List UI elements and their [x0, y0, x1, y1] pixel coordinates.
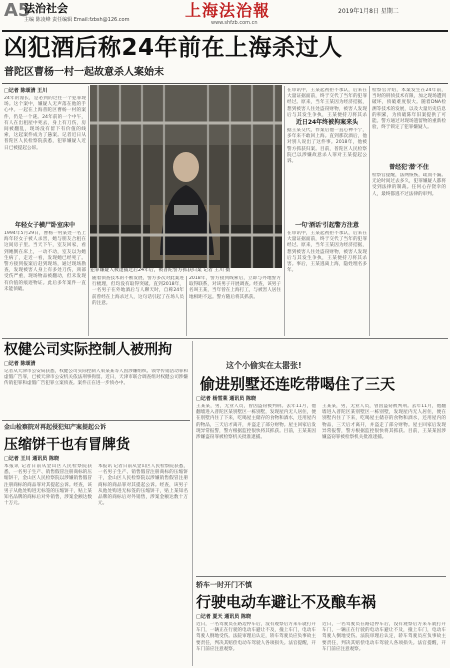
biscuit-headline[interactable]: 压缩饼干也有冒牌货: [4, 437, 130, 453]
quanjian-text: 记者从天津市公安局获悉，权健公司实际控制人束某某等人因涉嫌组织、领导传销活动罪和虚假广告罪，已被天津市公安机关依法刑事拘留。近日，天津市联合调查组对权健公司涉嫌传销犯罪和虚假广告犯罪立案侦查。案件正在进一步侦办中。: [4, 369, 188, 387]
column-divider: [88, 86, 89, 336]
masthead-rule: [2, 30, 448, 32]
page-number: A5: [4, 0, 31, 21]
lead-col3-subheading-2: 一句'酒话'引起警方注意: [295, 222, 359, 229]
biscuit-text-1: 本报讯 记者日前从金山区人民检察院获悉，一名男子生产、销售假冒注册商标的压缩饼干，金山区人民检察院以涉嫌销售假冒注册商标的商品罪对其提起公诉。经查，该男子从他处购进无标签的压缩饼干，贴上某知名品牌的商标后对外销售，涉案金额达数十万元。: [4, 464, 92, 507]
lead-col1-text-2: 1994年5月29日，曹杨一村某处一名上海年轻女子被人杀害，她与朋友合租在这间房子里。当天下午，室友回家，看到她倒在床上，一动不动，室友以为她生病了，走近一看，发现她已经死了。警方接到报案后赶到现场，通过现场勘查，发现被害人身上有多处刀伤，颈部受伤严重，现场物品被翻动，但未发现有价值的痕迹物证。此后多年案件一直未能侦破。: [4, 231, 86, 292]
story-rule: [196, 576, 446, 577]
lead-col1-subheading: 年轻女子横尸卧室床中: [14, 222, 75, 229]
lead-col4-subheading: 曾经犯'潜'不住: [389, 164, 429, 171]
newspaper-url[interactable]: www.shfzb.com.cn: [211, 20, 258, 26]
newspaper-logo: 上海法治報: [185, 1, 271, 20]
issue-date: 2019年1月8日 星期二: [338, 8, 399, 15]
ebike-text-2: 近日，一名驾驶员在路边停车后，没有观察后方来车就打开车门，一辆正在行驶的电动车避让不及，撞上车门，电动车驾驶人倒地受伤。法院审理后认定，轿车驾驶员应负事故主要责任，判决其赔偿电动车驾驶人各项损失。法官提醒，开车门前应注意观察。: [322, 622, 446, 652]
story-rule: [2, 420, 190, 421]
lead-byline: □记者 陈颂清 王川: [4, 88, 48, 94]
interrogation-photo: [90, 85, 282, 268]
photo-caption: 犯罪嫌疑人被逮捕过后24年后，被普陀警方抓获归案 记者 王川 摄: [90, 268, 231, 273]
lead-col4-text: 检察官介绍，本案发生在24年前，当时的刑侦技术有限，加之现场遭到破坏，侦破难度很大。随着DNA检测等技术的发展，以及大量历史信息的积累，为侦破陈年旧案提供了可能。警方通过对现场遗留物的重新检验，终于锁定了犯罪嫌疑人。: [372, 88, 446, 131]
lead-col3-text-3: 在审讯中，王某起初拒不承认，后来在大量证据面前，终于交代了当年的犯罪经过。原来，当年王某因为经济拮据，想到被害人住处盗窃财物，被害人发现后与其发生争执，王某便持刀将其杀害。事后，王某逃离上海，隐姓埋名多年。: [287, 231, 367, 274]
quanjian-byline: □记者 陈颂清: [4, 361, 36, 367]
lead-subhead: 普陀区曹杨一村一起故意杀人案始末: [4, 67, 164, 78]
biscuit-text-2: 本报讯 记者日前从金山区人民检察院获悉，一名男子生产、销售假冒注册商标的压缩饼干，金山区人民检察院以涉嫌销售假冒注册商标的商品罪对其提起公诉。经查，该男子从他处购进无标签的压缩饼干，贴上某知名品牌的商标后对外销售，涉案金额达数十万元。: [98, 464, 188, 507]
column-divider: [284, 86, 285, 336]
villa-headline[interactable]: 偷进别墅还连吃带喝住了三天: [200, 375, 396, 393]
lead-photo: [90, 85, 282, 268]
quanjian-headline[interactable]: 权健公司实际控制人被刑拘: [4, 342, 172, 358]
ebike-headline[interactable]: 行驶电动车避让不及酿车祸: [196, 593, 377, 611]
lead-col3-text: 在审讯中，王某起初拒不承认，后来在大量证据面前，终于交代了当年的犯罪经过。原来，当年王某因为经济拮据，想到被害人住处盗窃财物，被害人发现后与其发生争执，王某便持刀将其杀: [287, 88, 367, 118]
biscuit-byline: □记者 王川 通讯员 陈晓: [4, 456, 59, 462]
lead-col2-text: 随着侦查技术的不断发展，警方多次对此案进行梳理，但均没有取得突破。直到2018年，一名男子在外地酒后与人聊天时，自称24年前曾经在上海杀过人，这句话引起了在场人员的注意。: [92, 276, 184, 306]
villa-text-1: 王某某，男，无业人员，曾因盗窃被判刑。去年11月，他翻墙进入普陀区某别墅区一栋别墅，发现屋内无人居住，便在别墅内住了下来，吃喝屋主储存的食物和酒水，还用屋内的物品，三天后才离开，并盗走了部分财物。屋主回家后发现异常报警，警方根据监控很快将其抓获。目前，王某某因涉嫌盗窃罪被检察机关批准逮捕。: [196, 404, 316, 441]
lead-col3-text-2: 据王某交代，作案后他一直心神不宁，多年来不敢回上海。直到那次酒后，他对别人说出了这件事。2018年，他被警方抓获归案。目前，普陀区人民检察院已以涉嫌故意杀人罪对王某提起公诉。: [287, 128, 367, 165]
villa-text-2: 王某某，男，无业人员，曾因盗窃被判刑。去年11月，他翻墙进入普陀区某别墅区一栋别墅，发现屋内无人居住，便在别墅内住了下来，吃喝屋主储存的食物和酒水，还用屋内的物品，三天后才离开，并盗走了部分财物。屋主回家后发现异常报警，警方根据监控很快将其抓获。目前，王某某因涉嫌盗窃罪被检察机关批准逮捕。: [322, 404, 446, 441]
lead-headline[interactable]: 凶犯酒后称24年前在上海杀过人: [4, 35, 343, 61]
lead-col1-text: 24年的漫长，是必到的过往一个犯罪现场。这个案中，嫌疑人无声落在他的手心中。一起在上海普陀区曹杨一村的案件，仍是一个谜。24年前的一个中午，有人在出租屋中死去，身上有刀伤，房间被翻乱，现场没有留下有价值的线索，这起案件成为了悬案。记者近日从普陀区人民检察院获悉，犯罪嫌疑人近日已被提起公诉。: [4, 96, 86, 151]
lead-col3-subheading: 近日24年终被拘案来头: [295, 119, 359, 126]
section-rule: [2, 338, 448, 339]
column-divider: [192, 341, 193, 666]
lead-col2-text-2: 2018年，警方接到线索后，立即与外地警方取得联系，对该男子开展调查。经查，该男子名叫王某，当年曾在上海打工，与被害人居住地相距不远。警方随后将其抓获。: [189, 276, 281, 300]
column-divider: [369, 86, 370, 336]
lead-col4-text-2: 检察官提醒，法网恢恢，疏而不漏。无论时间过去多久，犯罪嫌疑人都将受到法律的制裁。任何心存侥幸的人，最终都逃不过法律的审判。: [372, 173, 446, 197]
villa-kicker: 这个小偷实在太嚣张!: [226, 361, 302, 370]
biscuit-kicker: 金山检察院对再起侵犯知产案提起公诉: [4, 424, 107, 431]
masthead: [0, 0, 450, 30]
section-title: 法治社会: [24, 2, 68, 15]
column-divider: [186, 276, 187, 336]
headline-rule: [2, 83, 448, 84]
villa-byline: □记者 杨雪莱 通讯员 陈晓: [196, 396, 256, 402]
ebike-byline: □记者 夏天 通讯员 陈晓: [196, 614, 251, 620]
editors-line: 主编 陈凌峰 责任编辑 Email:fzbsh@126.com: [24, 17, 130, 23]
ebike-kicker: 轿车一时开门不慎: [196, 581, 252, 589]
ebike-text-1: 近日，一名驾驶员在路边停车后，没有观察后方来车就打开车门，一辆正在行驶的电动车避让不及，撞上车门，电动车驾驶人倒地受伤。法院审理后认定，轿车驾驶员应负事故主要责任，判决其赔偿电动车驾驶人各项损失。法官提醒，开车门前应注意观察。: [196, 622, 316, 652]
